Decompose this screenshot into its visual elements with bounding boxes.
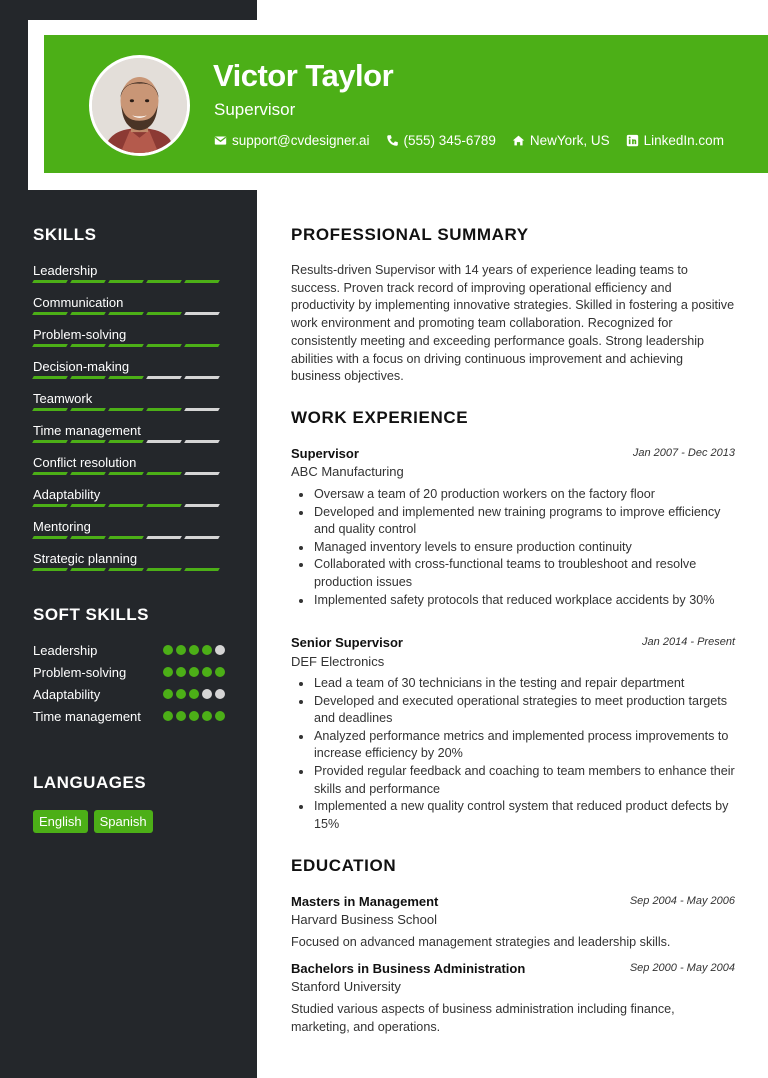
skill-item	[33, 550, 223, 582]
skill-bar-segment	[32, 504, 68, 507]
rating-dot	[215, 689, 225, 699]
job-title: Senior Supervisor	[291, 635, 403, 650]
edu-degree: Masters in Management	[291, 894, 439, 909]
contact-linkedin-text: LinkedIn.com	[643, 133, 724, 148]
job-dates: Jan 2014 - Present	[642, 636, 735, 648]
edu-1-header	[291, 894, 735, 909]
rating-dot	[189, 667, 199, 677]
soft-skill-rating	[160, 645, 225, 655]
skill-bar-segment	[70, 568, 106, 571]
soft-skill-label: Time management	[33, 709, 141, 724]
rating-dot	[176, 711, 186, 721]
soft-skill-label: Leadership	[33, 643, 98, 658]
edu-2-header	[291, 961, 735, 976]
skill-item	[33, 390, 223, 422]
edu-description: Studied various aspects of business administration including finance, marketing, and operations.	[291, 1002, 675, 1034]
skill-bar-segment	[108, 408, 144, 411]
skills-list	[33, 262, 223, 582]
skill-label: Leadership	[33, 263, 98, 278]
skill-item	[33, 422, 223, 454]
skill-bar-segment	[184, 440, 220, 443]
languages-list	[33, 810, 159, 833]
skill-label: Teamwork	[33, 391, 93, 406]
skill-level-bar	[33, 376, 223, 379]
rating-dot	[176, 667, 186, 677]
skill-bar-segment	[108, 344, 144, 347]
list-item: Oversaw a team of 20 production workers on the factory floor	[314, 486, 735, 504]
skill-level-bar	[33, 536, 223, 539]
skill-bar-segment	[32, 344, 68, 347]
experience-title: WORK EXPERIENCE	[291, 408, 469, 427]
phone-icon	[386, 134, 399, 147]
list-item: Implemented a new quality control system that reduced product defects by 15%	[314, 798, 735, 833]
skill-bar-segment	[70, 376, 106, 379]
rating-dot	[202, 667, 212, 677]
soft-skill-item	[33, 686, 225, 703]
rating-dot	[215, 711, 225, 721]
job-dates: Jan 2007 - Dec 2013	[632, 447, 735, 459]
skill-level-bar	[33, 344, 223, 347]
rating-dot	[163, 645, 173, 655]
skill-item	[33, 454, 223, 486]
skills-title: SKILLS	[33, 225, 97, 244]
skill-bar-segment	[32, 472, 68, 475]
skill-bar-segment	[32, 536, 68, 539]
skill-bar-segment	[70, 536, 106, 539]
skill-label: Problem-solving	[33, 327, 127, 342]
soft-skill-item	[33, 664, 225, 681]
job-2-header	[291, 635, 735, 650]
edu-dates: Sep 2000 - May 2004	[629, 962, 735, 974]
rating-dot	[163, 667, 173, 677]
skill-bar-segment	[184, 408, 220, 411]
edu-description: Focused on advanced management strategies and leadership skills.	[291, 935, 671, 949]
skill-level-bar	[33, 440, 223, 443]
soft-skill-label: Problem-solving	[33, 665, 127, 680]
language-tag: English	[33, 810, 88, 833]
list-item: Developed and executed operational strategies to meet production targets and deadlines	[314, 693, 735, 728]
skill-bar-segment	[146, 568, 182, 571]
skill-bar-segment	[32, 312, 68, 315]
skill-bar-segment	[70, 312, 106, 315]
soft-skill-item	[33, 708, 225, 725]
job-company: DEF Electronics	[291, 654, 385, 669]
skill-bar-segment	[108, 280, 144, 283]
contact-phone-text: (555) 345-6789	[403, 133, 496, 148]
skill-bar-segment	[146, 280, 182, 283]
skill-item	[33, 486, 223, 518]
job-1-header	[291, 446, 735, 461]
summary-title: PROFESSIONAL SUMMARY	[291, 225, 529, 244]
edu-school: Stanford University	[291, 979, 401, 994]
languages-title: LANGUAGES	[33, 773, 147, 792]
contact-email[interactable]	[214, 133, 370, 148]
soft-skill-label: Adaptability	[33, 687, 101, 702]
rating-dot	[189, 645, 199, 655]
contact-linkedin[interactable]	[626, 133, 724, 148]
skill-label: Mentoring	[33, 519, 91, 534]
list-item: Managed inventory levels to ensure production continuity	[314, 539, 735, 557]
skill-bar-segment	[184, 504, 220, 507]
education-title: EDUCATION	[291, 856, 397, 875]
skill-level-bar	[33, 312, 223, 315]
candidate-role: Supervisor	[214, 100, 296, 119]
skill-bar-segment	[70, 472, 106, 475]
linkedin-icon	[626, 134, 639, 147]
avatar	[89, 55, 190, 156]
list-item: Lead a team of 30 technicians in the testing and repair department	[314, 675, 735, 693]
edu-school: Harvard Business School	[291, 912, 437, 927]
skill-bar-segment	[108, 312, 144, 315]
skill-bar-segment	[108, 472, 144, 475]
envelope-icon	[214, 134, 227, 147]
rating-dot	[202, 645, 212, 655]
skill-bar-segment	[70, 504, 106, 507]
skill-bar-segment	[146, 472, 182, 475]
list-item: Analyzed performance metrics and implemented process improvements to increase efficiency by 20%	[314, 728, 735, 763]
rating-dot	[202, 689, 212, 699]
skill-bar-segment	[108, 504, 144, 507]
skill-bar-segment	[146, 536, 182, 539]
skill-label: Communication	[33, 295, 124, 310]
skill-bar-segment	[184, 376, 220, 379]
rating-dot	[202, 711, 212, 721]
skill-item	[33, 262, 223, 294]
soft-skill-rating	[160, 667, 225, 677]
skill-bar-segment	[146, 312, 182, 315]
skill-level-bar	[33, 568, 223, 571]
skill-bar-segment	[184, 344, 220, 347]
skill-label: Conflict resolution	[33, 455, 137, 470]
skill-bar-segment	[32, 568, 68, 571]
skill-bar-segment	[184, 312, 220, 315]
skill-bar-segment	[70, 408, 106, 411]
skill-bar-segment	[184, 536, 220, 539]
skill-label: Adaptability	[33, 487, 101, 502]
portrait-image	[92, 58, 187, 153]
language-tag: Spanish	[94, 810, 153, 833]
summary-text: Results-driven Supervisor with 14 years of experience leading teams to success. Proven track record of improving operational efficiency and productivity by implementing innovative strategies. Skilled in fostering a positive work environment and promoting team collaboration. Recognized for consistently meeting and exceeding performance goals. Strong leadership abilities with a focus on driving continuous improvement and achieving business objectives.	[291, 263, 735, 384]
edu-degree: Bachelors in Business Administration	[291, 961, 526, 976]
contact-row	[214, 133, 740, 148]
list-item: Implemented safety protocols that reduced workplace accidents by 30%	[314, 592, 735, 610]
skill-item	[33, 518, 223, 550]
skill-bar-segment	[184, 472, 220, 475]
skill-level-bar	[33, 504, 223, 507]
home-icon	[512, 134, 525, 147]
list-item: Developed and implemented new training programs to improve efficiency and quality control	[314, 504, 735, 539]
skill-bar-segment	[32, 376, 68, 379]
skill-item	[33, 358, 223, 390]
job-2-bullets	[314, 675, 735, 833]
skill-item	[33, 294, 223, 326]
job-title: Supervisor	[291, 446, 359, 461]
soft-skills-title: SOFT SKILLS	[33, 605, 149, 624]
skill-bar-segment	[146, 408, 182, 411]
rating-dot	[189, 689, 199, 699]
skill-label: Strategic planning	[33, 551, 138, 566]
skill-label: Decision-making	[33, 359, 130, 374]
list-item: Provided regular feedback and coaching to team members to enhance their skills and performance	[314, 763, 735, 798]
skill-bar-segment	[70, 280, 106, 283]
skill-bar-segment	[108, 440, 144, 443]
skill-level-bar	[33, 280, 223, 283]
candidate-name: Victor Taylor	[213, 58, 394, 93]
rating-dot	[189, 711, 199, 721]
skill-bar-segment	[184, 280, 220, 283]
skill-bar-segment	[108, 568, 144, 571]
skill-level-bar	[33, 472, 223, 475]
skill-bar-segment	[108, 536, 144, 539]
skill-bar-segment	[146, 504, 182, 507]
skill-bar-segment	[32, 280, 68, 283]
list-item: Collaborated with cross-functional teams to troubleshoot and resolve production issues	[314, 556, 735, 591]
job-company: ABC Manufacturing	[291, 464, 404, 479]
skill-bar-segment	[146, 344, 182, 347]
soft-skills-list	[33, 642, 225, 730]
rating-dot	[163, 689, 173, 699]
rating-dot	[176, 645, 186, 655]
skill-bar-segment	[32, 440, 68, 443]
contact-phone[interactable]	[386, 133, 496, 148]
skill-bar-segment	[70, 440, 106, 443]
skill-bar-segment	[146, 376, 182, 379]
skill-bar-segment	[146, 440, 182, 443]
soft-skill-rating	[160, 711, 225, 721]
rating-dot	[163, 711, 173, 721]
skill-label: Time management	[33, 423, 141, 438]
contact-location	[512, 133, 610, 148]
skill-bar-segment	[32, 408, 68, 411]
soft-skill-rating	[160, 689, 225, 699]
skill-bar-segment	[108, 376, 144, 379]
skill-item	[33, 326, 223, 358]
soft-skill-item	[33, 642, 225, 659]
skill-bar-segment	[184, 568, 220, 571]
skill-bar-segment	[70, 344, 106, 347]
skill-level-bar	[33, 408, 223, 411]
job-1-bullets	[314, 486, 735, 609]
contact-email-text: support@cvdesigner.ai	[232, 133, 370, 148]
edu-dates: Sep 2004 - May 2006	[629, 895, 735, 907]
rating-dot	[176, 689, 186, 699]
rating-dot	[215, 667, 225, 677]
contact-location-text: NewYork, US	[529, 133, 610, 148]
rating-dot	[215, 645, 225, 655]
